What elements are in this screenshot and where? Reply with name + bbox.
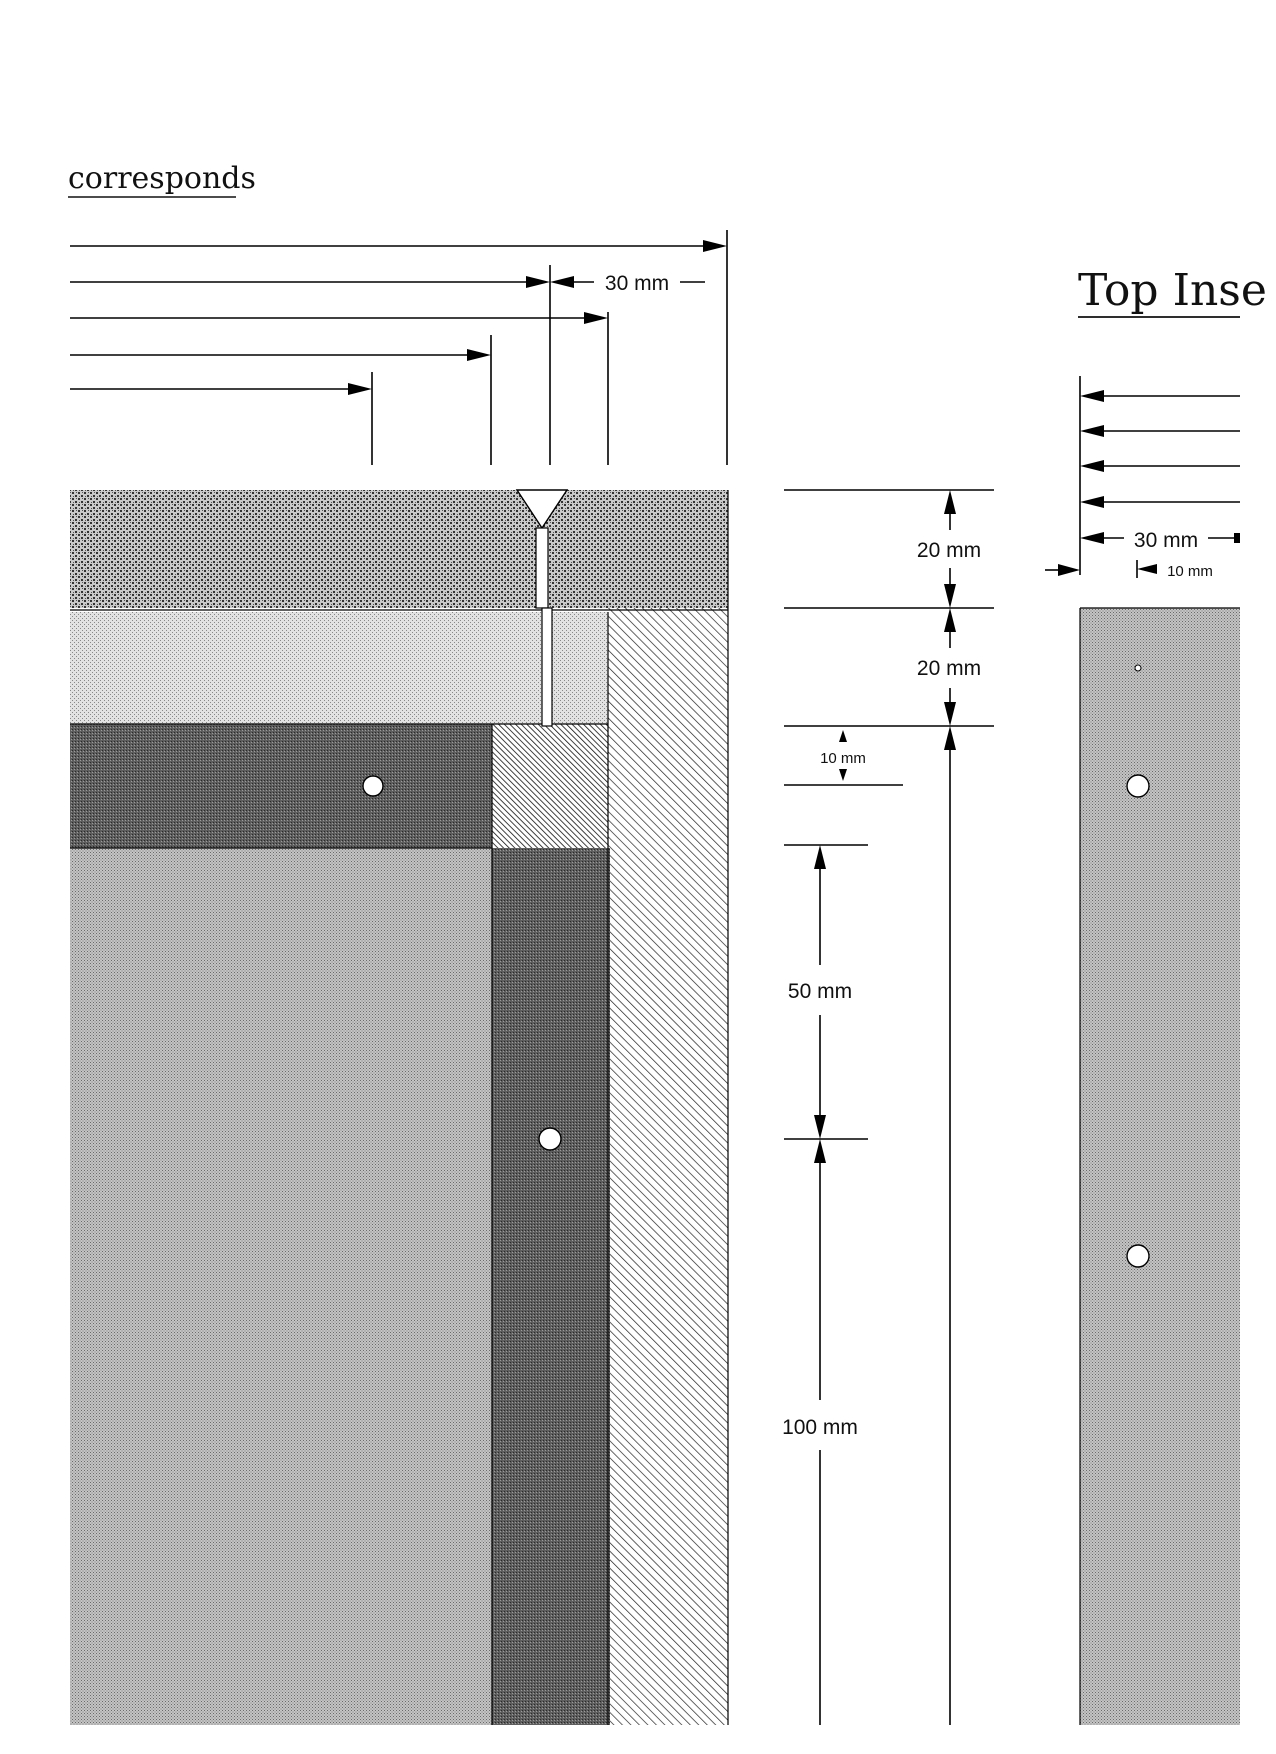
top-dimension-label: 30 mm bbox=[604, 272, 670, 295]
dark-frame-horizontal bbox=[70, 724, 492, 848]
dim-20mm-upper: 20 mm bbox=[916, 539, 982, 562]
main-panel bbox=[70, 848, 492, 1725]
dim-20mm-lower: 20 mm bbox=[916, 657, 982, 680]
screw-tip bbox=[542, 608, 552, 726]
inset-hole-lower bbox=[1127, 1245, 1149, 1267]
dim-50mm: 50 mm bbox=[787, 980, 853, 1003]
dim-10mm: 10 mm bbox=[820, 750, 866, 767]
inset-dim-30mm: 30 mm bbox=[1133, 529, 1199, 552]
hole-upper bbox=[363, 776, 383, 796]
top-dimension-lines bbox=[70, 230, 727, 465]
granite-cap bbox=[70, 490, 728, 608]
screw-shank bbox=[536, 528, 548, 608]
dim-100mm: 100 mm bbox=[782, 1416, 858, 1439]
inset-pin bbox=[1135, 665, 1141, 671]
hatched-post bbox=[608, 608, 728, 1725]
hole-lower bbox=[539, 1128, 561, 1150]
dark-frame-vertical bbox=[492, 848, 610, 1725]
left-heading: corresponds bbox=[68, 161, 256, 196]
section-drawing bbox=[70, 490, 728, 1725]
inset-strip bbox=[1080, 608, 1240, 1725]
corner-block bbox=[492, 724, 608, 848]
right-heading: Top Inse bbox=[1078, 265, 1267, 316]
light-band bbox=[70, 612, 608, 724]
inset-hole-upper bbox=[1127, 775, 1149, 797]
inset-dim-10mm: 10 mm bbox=[1167, 563, 1213, 580]
